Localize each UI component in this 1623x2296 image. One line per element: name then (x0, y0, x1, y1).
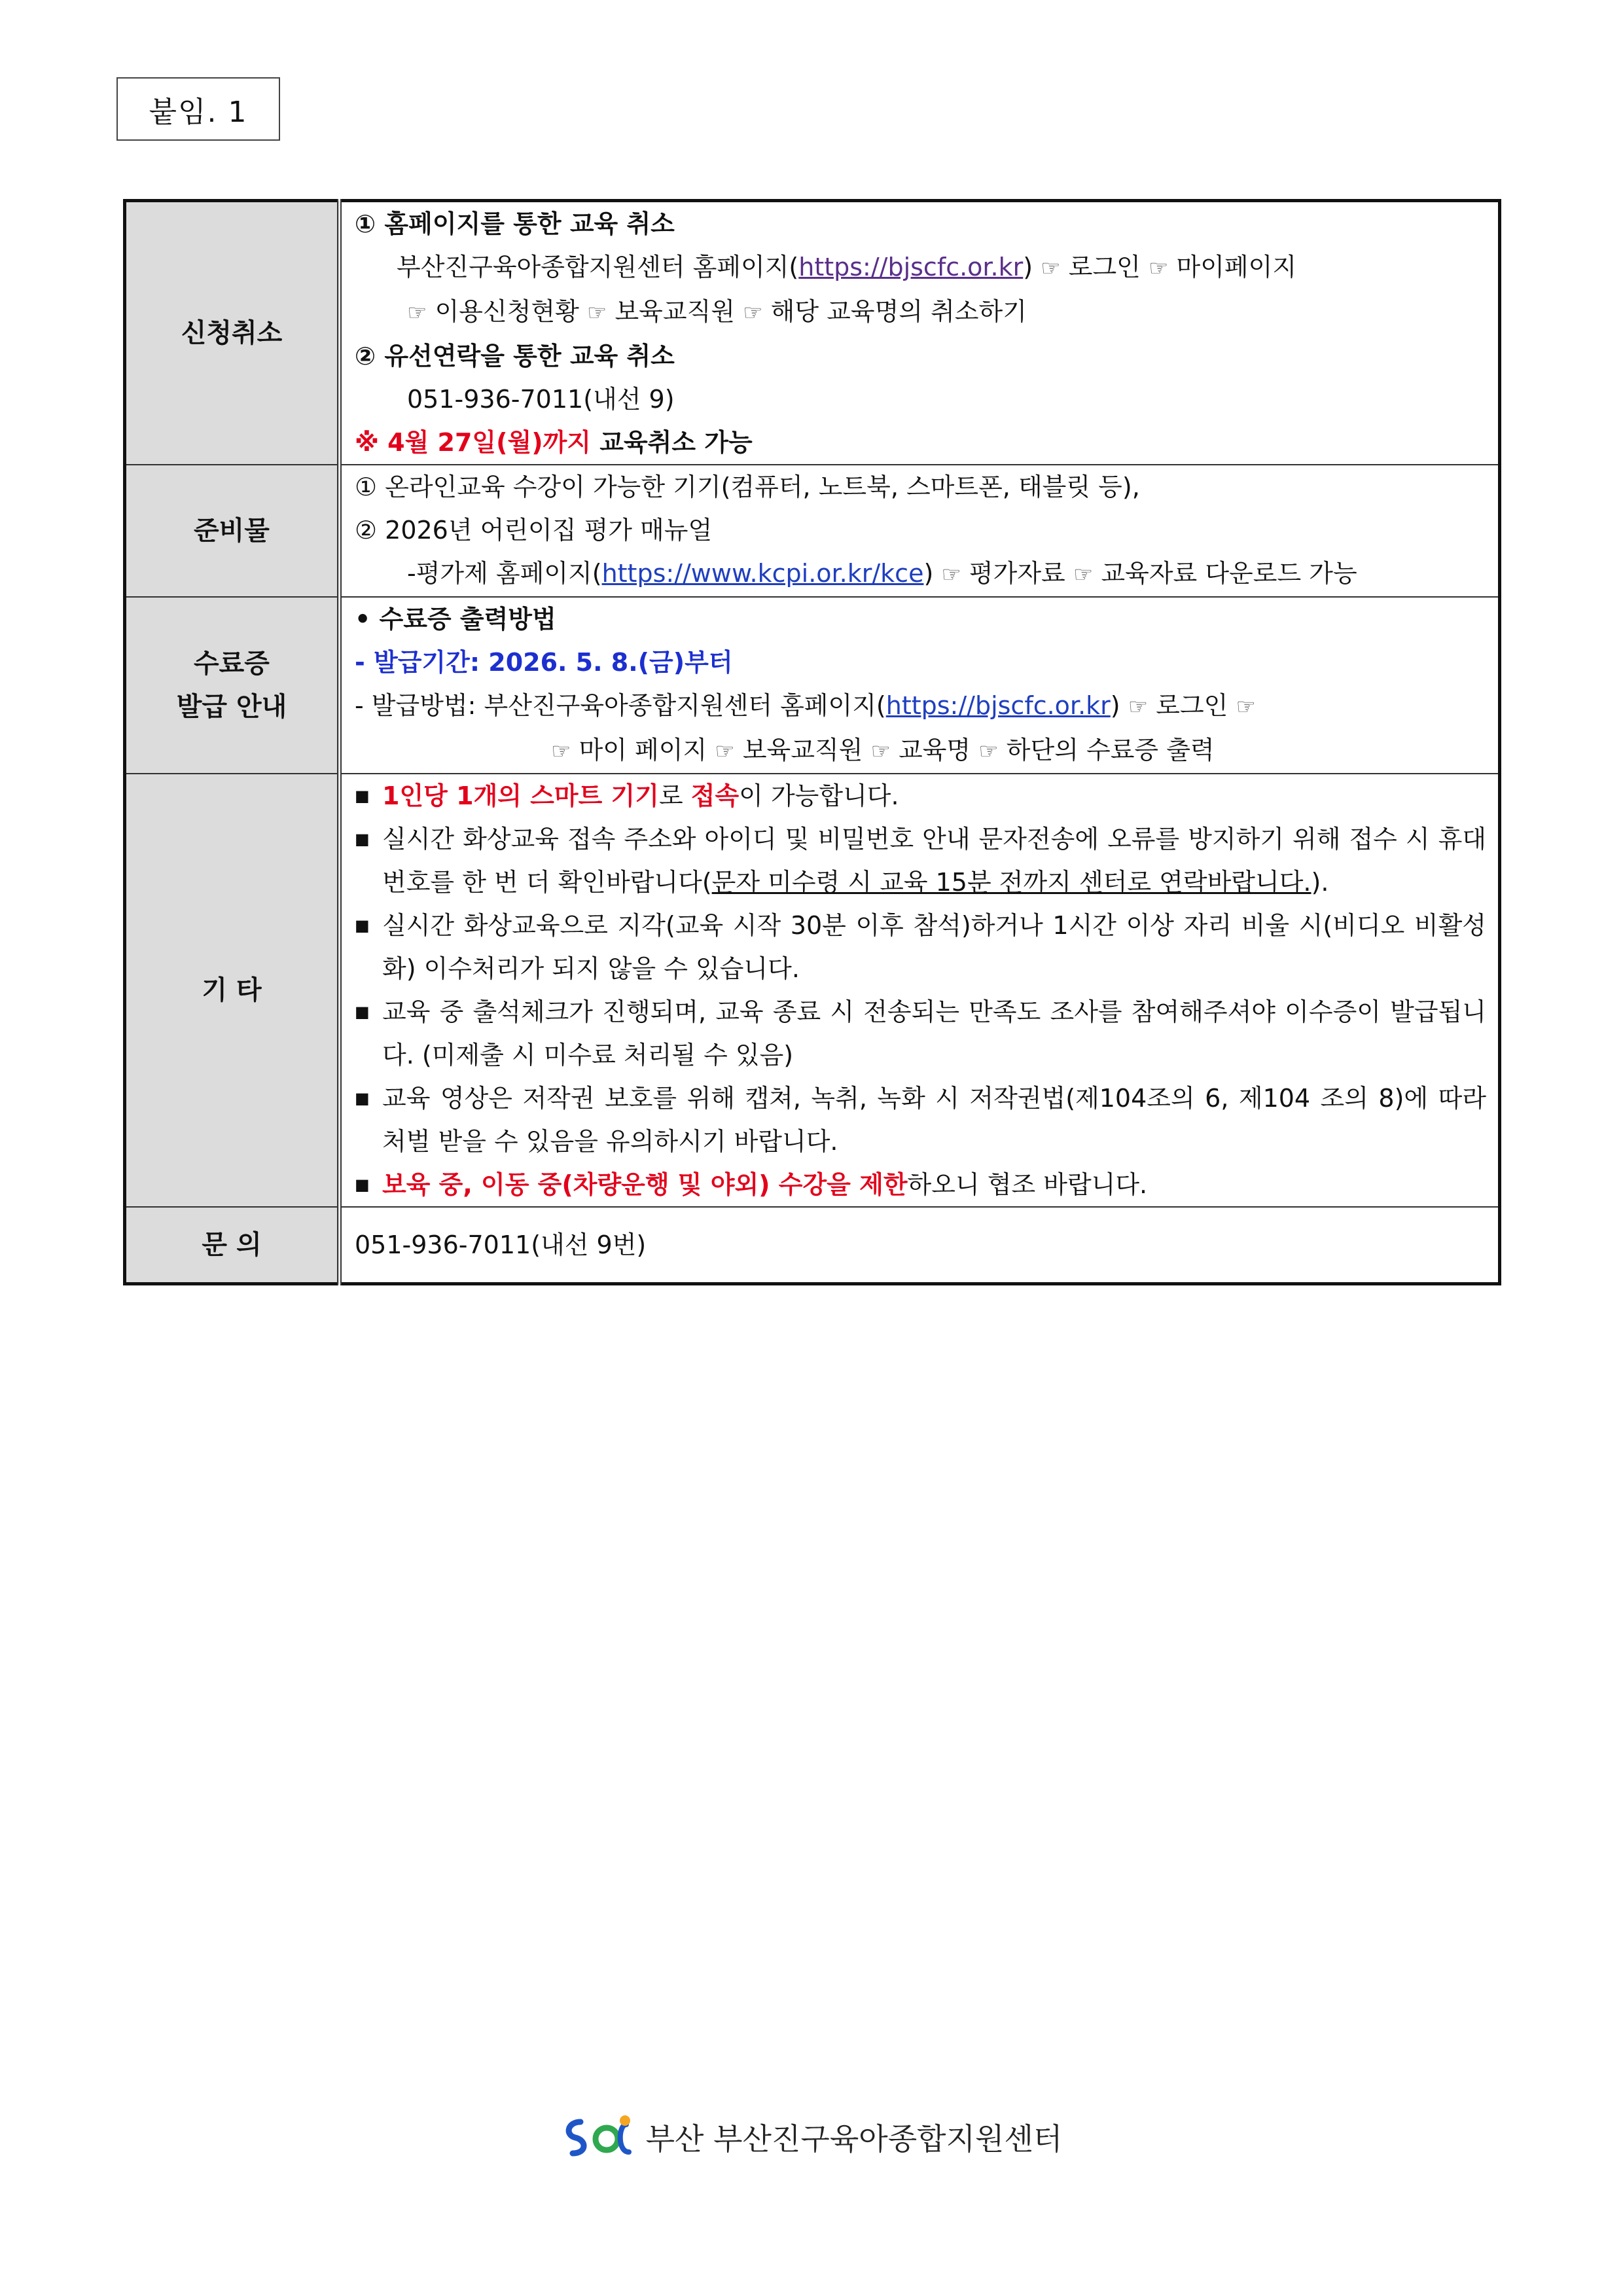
square-bullet-icon: ■ (355, 1089, 370, 1107)
pointing-hand-icon: ☞ (407, 300, 427, 326)
cert-method-line-1: - 발급방법: 부산진구육아종합지원센터 홈페이지(https://bjscfc.or.kr) ☞ 로그인 ☞ (355, 691, 1256, 720)
kcpi-link[interactable]: https://www.kcpi.or.kr/kce (601, 559, 924, 588)
prep-download-path: -평가제 홈페이지(https://www.kcpi.or.kr/kce) ☞ 평가자료 ☞ 교육자료 다운로드 가능 (407, 559, 1357, 588)
pointing-hand-icon: ☞ (551, 738, 571, 764)
notice-item: ■ 1인당 1개의 스마트 기기로 접속이 가능합니다. (355, 774, 1486, 817)
pointing-hand-icon: ☞ (1148, 255, 1169, 281)
square-bullet-icon: ■ (355, 916, 370, 935)
row-content-cancel (340, 201, 1500, 465)
row-cert (125, 597, 1500, 774)
row-contact (125, 1207, 1500, 1284)
row-prep (125, 465, 1500, 597)
center-logo-icon (561, 2113, 637, 2161)
row-content-etc (340, 774, 1500, 1207)
notice-item: ■ 실시간 화상교육 접속 주소와 아이디 및 비밀번호 안내 문자전송에 오류를 방지하기 위해 접수 시 휴대번호를 한 번 더 확인바랍니다(문자 미수령 시 교육 15분 전까지 센터로 연락바랍니다.). (355, 817, 1486, 904)
cert-period: - 발급기간: 2026. 5. 8.(금)부터 (355, 648, 733, 677)
prep-item-1: ① 온라인교육 수강이 가능한 기기(컴퓨터, 노트북, 스마트폰, 태블릿 등), (355, 473, 1140, 501)
notice-item: ■ 교육 영상은 저작권 보호를 위해 캡쳐, 녹취, 녹화 시 저작권법(제104조의 6, 제104 조의 8)에 따라 처벌 받을 수 있음을 유의하시기 바랍니다. (355, 1077, 1486, 1163)
contact-phone: 051-936-7011(내선 9번) (355, 1230, 647, 1259)
cancel-method-1: ① 홈페이지를 통한 교육 취소 (355, 209, 675, 238)
row-label-cancel: 신청취소 (125, 201, 340, 465)
bjscfc-link[interactable]: https://bjscfc.or.kr (885, 691, 1111, 720)
pointing-hand-icon: ☞ (941, 562, 961, 588)
footer-org-name: 부산 부산진구육아종합지원센터 (645, 2121, 1063, 2157)
cancel-path-line-2: ☞ 이용신청현황 ☞ 보육교직원 ☞ 해당 교육명의 취소하기 (407, 297, 1027, 326)
attachment-label: 붙임. 1 (116, 77, 280, 141)
pointing-hand-icon: ☞ (586, 300, 607, 326)
row-content-contact (340, 1207, 1500, 1284)
square-bullet-icon: ■ (355, 1003, 370, 1021)
pointing-hand-icon: ☞ (1041, 255, 1061, 281)
prep-item-2: ② 2026년 어린이집 평가 매뉴얼 (355, 516, 713, 545)
row-cancel (125, 201, 1500, 465)
footer (0, 2108, 1623, 2166)
notice-item: ■ 보육 중, 이동 중(차량운행 및 야외) 수강을 제한하오니 협조 바랍니다. (355, 1163, 1486, 1206)
row-content-cert (340, 597, 1500, 774)
bjscfc-link[interactable]: https://bjscfc.or.kr (798, 253, 1024, 281)
square-bullet-icon: ■ (355, 1175, 370, 1194)
row-label-prep: 준비물 (125, 465, 340, 597)
cancel-phone: 051-936-7011(내선 9) (407, 385, 675, 414)
row-label-contact: 문 의 (125, 1207, 340, 1284)
pointing-hand-icon: ☞ (715, 738, 735, 764)
info-table (123, 199, 1501, 1285)
pointing-hand-icon: ☞ (870, 738, 891, 764)
pointing-hand-icon: ☞ (1236, 694, 1256, 720)
cert-method-line-2: ☞ 마이 페이지 ☞ 보육교직원 ☞ 교육명 ☞ 하단의 수료증 출력 (551, 736, 1215, 764)
pointing-hand-icon: ☞ (743, 300, 763, 326)
row-content-prep (340, 465, 1500, 597)
cancel-method-2: ② 유선연락을 통한 교육 취소 (355, 342, 675, 370)
square-bullet-icon: ■ (355, 830, 370, 848)
cancel-deadline: ※ 4월 27일(월)까지 교육취소 가능 (355, 428, 753, 457)
cert-heading: • 수료증 출력방법 (355, 605, 556, 634)
notice-item: ■ 교육 중 출석체크가 진행되며, 교육 종료 시 전송되는 만족도 조사를 참여해주셔야 이수증이 발급됩니다. (미제출 시 미수료 처리될 수 있음) (355, 990, 1486, 1077)
row-label-etc: 기 타 (125, 774, 340, 1207)
row-label-cert: 수료증 발급 안내 (125, 597, 340, 774)
pointing-hand-icon: ☞ (1128, 694, 1149, 720)
cancel-path-line-1: 부산진구육아종합지원센터 홈페이지(https://bjscfc.or.kr) ☞ 로그인 ☞ 마이페이지 (397, 253, 1297, 281)
square-bullet-icon: ■ (355, 787, 370, 805)
row-etc (125, 774, 1500, 1207)
pointing-hand-icon: ☞ (978, 738, 999, 764)
notice-item: ■ 실시간 화상교육으로 지각(교육 시작 30분 이후 참석)하거나 1시간 이상 자리 비울 시(비디오 비활성화) 이수처리가 되지 않을 수 있습니다. (355, 904, 1486, 990)
pointing-hand-icon: ☞ (1073, 562, 1094, 588)
